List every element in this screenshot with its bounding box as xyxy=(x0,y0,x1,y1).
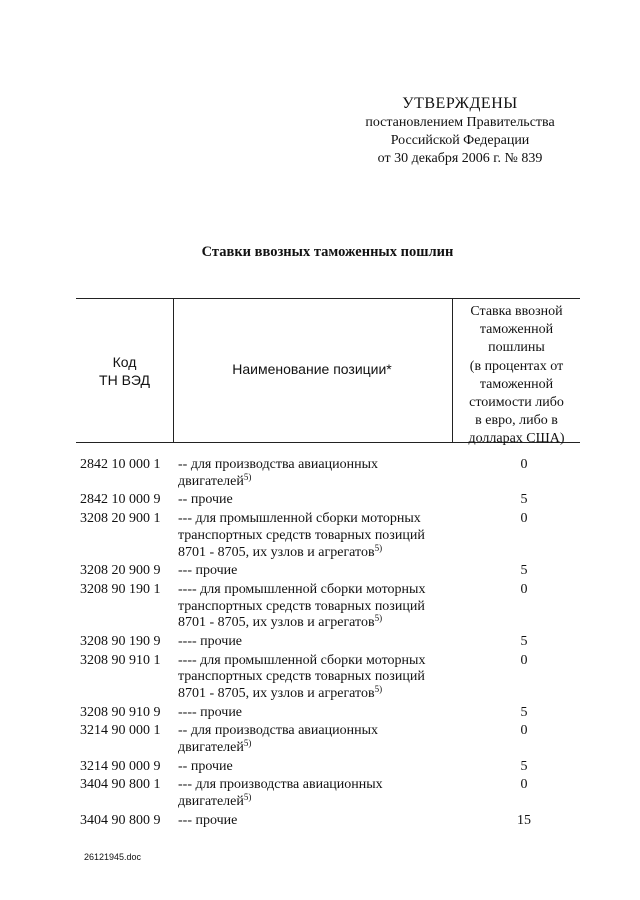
table-row xyxy=(76,563,580,580)
row-code: 3404 90 800 1 xyxy=(80,777,161,793)
approval-block xyxy=(340,94,580,168)
row-code: 3208 90 910 1 xyxy=(80,652,161,668)
row-name xyxy=(178,777,460,811)
row-rate: 15 xyxy=(517,812,531,828)
row-name-text: ---- для промышленной сборки моторных xyxy=(178,581,426,597)
row-code: 3404 90 800 9 xyxy=(80,812,161,828)
row-name-text: --- для промышленной сборки моторных xyxy=(178,510,421,526)
approval-line: Российской Федерации xyxy=(390,133,530,148)
row-name-text: 8701 - 8705, их узлов и агрегатов xyxy=(178,615,375,631)
row-name xyxy=(178,759,460,776)
row-rate: 5 xyxy=(520,563,528,579)
row-name xyxy=(178,705,460,722)
row-name xyxy=(178,492,460,509)
row-name-line xyxy=(178,653,460,670)
row-name xyxy=(178,723,460,757)
row-rate: 0 xyxy=(520,581,528,597)
footnote-mark: 5) xyxy=(374,542,383,553)
row-name-line xyxy=(178,528,460,545)
footnote-mark: 5) xyxy=(243,792,252,803)
row-name-text: --- прочие xyxy=(178,812,238,828)
row-code: 2842 10 000 9 xyxy=(80,492,161,508)
row-rate: 0 xyxy=(520,510,528,526)
row-name-line xyxy=(178,457,460,474)
row-name xyxy=(178,511,460,561)
row-name-text: 8701 - 8705, их узлов и агрегатов xyxy=(178,686,375,702)
row-rate: 5 xyxy=(520,758,528,774)
row-name-text: 8701 - 8705, их узлов и агрегатов xyxy=(178,544,375,560)
row-rate: 5 xyxy=(520,492,528,508)
row-name xyxy=(178,634,460,651)
row-name-text: ---- прочие xyxy=(178,633,243,649)
table-row xyxy=(76,759,580,776)
table-row xyxy=(76,813,580,830)
approval-line: от 30 декабря 2006 г. № 839 xyxy=(377,151,543,166)
row-name-text: двигателей xyxy=(178,473,244,489)
table-header xyxy=(76,298,580,447)
header-rate-line: (в процентах от xyxy=(469,358,564,374)
row-name-text: -- прочие xyxy=(178,492,233,508)
row-rate: 0 xyxy=(520,777,528,793)
row-code: 3208 20 900 1 xyxy=(80,510,161,526)
header-rate-line: долларах США) xyxy=(468,431,565,447)
footnote-mark: 5) xyxy=(374,613,383,624)
approved-heading: УТВЕРЖДЕНЫ xyxy=(402,95,518,112)
table-row xyxy=(76,634,580,651)
row-name-line xyxy=(178,705,460,722)
row-name-text: транспортных средств товарных позиций xyxy=(178,598,425,614)
row-name-text: двигателей xyxy=(178,740,244,756)
header-code-line: ТН ВЭД xyxy=(99,372,150,388)
row-name-line xyxy=(178,492,460,509)
row-name xyxy=(178,457,460,491)
row-name xyxy=(178,582,460,632)
header-rate xyxy=(453,303,580,449)
row-name-line xyxy=(178,511,460,528)
row-name-text: ---- для промышленной сборки моторных xyxy=(178,652,426,668)
row-name-text: транспортных средств товарных позиций xyxy=(178,527,425,543)
row-name-text: двигателей xyxy=(178,794,244,810)
row-name xyxy=(178,813,460,830)
header-rate-line: стоимости либо xyxy=(469,395,564,411)
table-row xyxy=(76,492,580,509)
header-rate-line: таможенной xyxy=(479,376,554,392)
table-row xyxy=(76,723,580,757)
row-name-line xyxy=(178,471,460,491)
footnote-mark: 5) xyxy=(374,684,383,695)
header-code-line: Код xyxy=(112,354,137,370)
row-name xyxy=(178,563,460,580)
row-code: 3208 20 900 9 xyxy=(80,563,161,579)
table-body xyxy=(76,457,580,830)
header-rate-line: в евро, либо в xyxy=(475,413,558,429)
header-name: Наименование позиции* xyxy=(232,361,392,377)
row-name-line xyxy=(178,563,460,580)
row-name-line xyxy=(178,669,460,686)
row-rate: 0 xyxy=(520,457,528,472)
row-name-line xyxy=(178,777,460,794)
row-name-line xyxy=(178,740,460,757)
row-name-line xyxy=(178,759,460,776)
row-name-line xyxy=(178,634,460,651)
row-rate: 0 xyxy=(520,723,528,739)
document-title: Ставки ввозных таможенных пошлин xyxy=(201,244,454,260)
footnote-mark: 5) xyxy=(243,471,252,482)
table-row xyxy=(76,582,580,632)
row-name-line xyxy=(178,686,460,703)
header-rate-line: таможенной xyxy=(479,322,554,338)
row-name-line xyxy=(178,582,460,599)
row-code: 2842 10 000 1 xyxy=(80,457,161,472)
row-name-line xyxy=(178,794,460,811)
row-name-text: -- для производства авиационных xyxy=(178,723,378,739)
row-name-text: -- прочие xyxy=(178,758,233,774)
row-code: 3208 90 910 9 xyxy=(80,704,161,720)
row-name-line xyxy=(178,599,460,616)
row-name-line xyxy=(178,615,460,632)
row-name-text: --- для производства авиационных xyxy=(178,777,383,793)
row-name-line xyxy=(178,723,460,740)
table-row xyxy=(76,457,580,491)
row-rate: 5 xyxy=(520,704,528,720)
row-name-line xyxy=(178,542,460,562)
row-name-line xyxy=(178,813,460,830)
row-code: 3214 90 000 9 xyxy=(80,758,161,774)
table-row xyxy=(76,653,580,703)
file-name: 26121945.doc xyxy=(84,852,142,862)
footnote-mark: 5) xyxy=(243,738,252,749)
table-row xyxy=(76,511,580,561)
row-name-text: --- прочие xyxy=(178,563,238,579)
approval-line: постановлением Правительства xyxy=(365,115,555,130)
header-rate-line: Ставка ввозной xyxy=(470,304,563,319)
tariff-table xyxy=(76,298,580,831)
row-name xyxy=(178,653,460,703)
row-code: 3208 90 190 1 xyxy=(80,581,161,597)
row-code: 3208 90 190 9 xyxy=(80,633,161,649)
header-rate-line: пошлины xyxy=(488,340,545,356)
row-code: 3214 90 000 1 xyxy=(80,723,161,739)
row-rate: 5 xyxy=(520,633,528,649)
table-row xyxy=(76,705,580,722)
row-rate: 0 xyxy=(520,652,528,668)
table-row xyxy=(76,777,580,811)
row-name-text: -- для производства авиационных xyxy=(178,457,378,472)
row-name-text: транспортных средств товарных позиций xyxy=(178,669,425,685)
header-code xyxy=(76,353,173,389)
row-name-text: ---- прочие xyxy=(178,704,243,720)
